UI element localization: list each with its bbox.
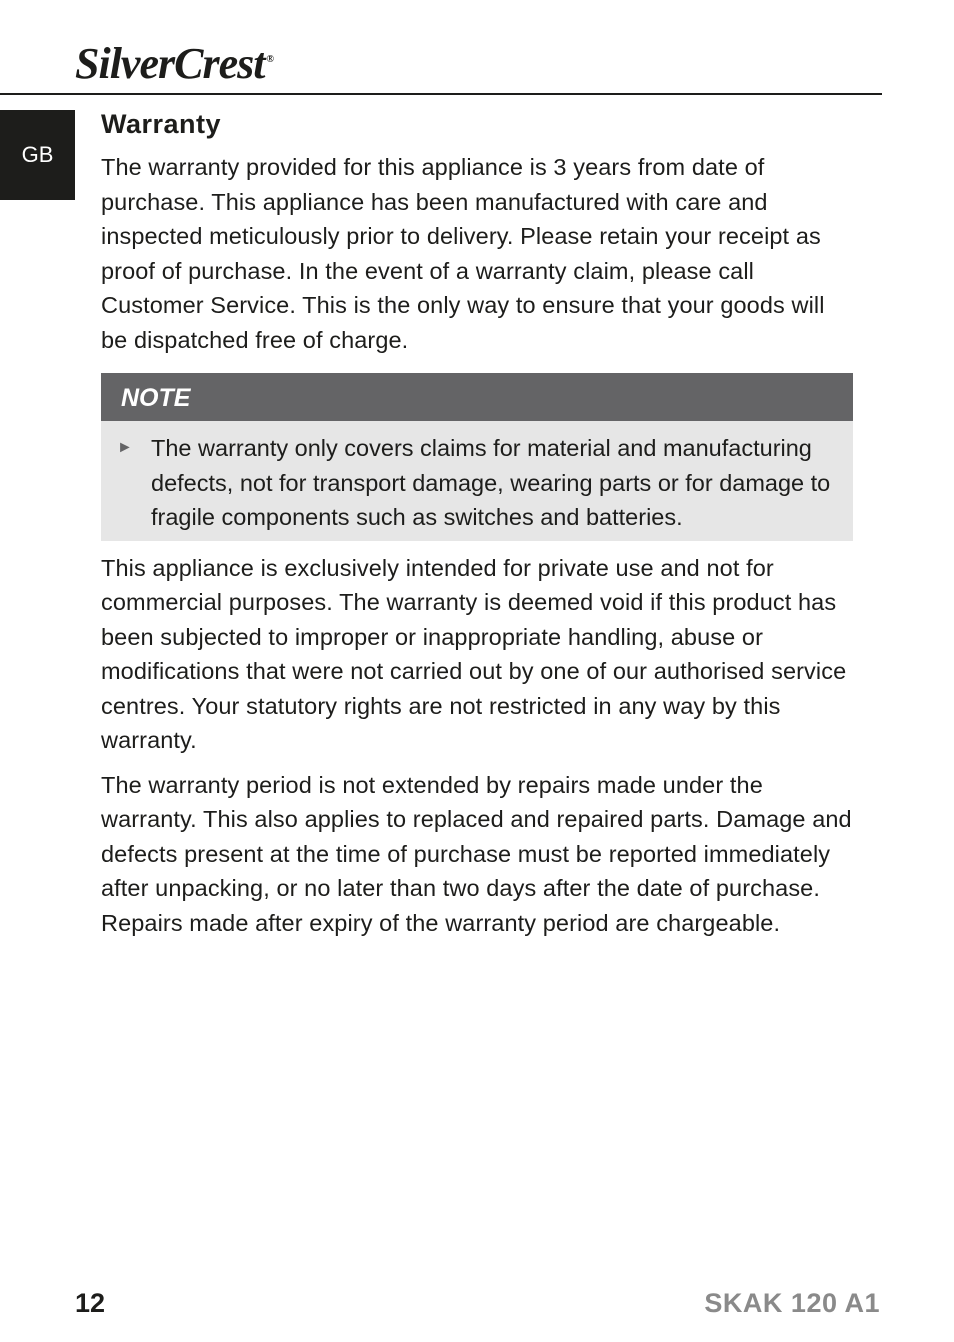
model-number: SKAK 120 A1 — [704, 1288, 880, 1318]
brand-logo — [75, 39, 273, 88]
brand-name: SilverCrest — [75, 39, 265, 88]
warranty-paragraph-1: The warranty provided for this appliance is 3 years from date of purchase. This appliance has been manufactured with care and inspected meticulously prior to delivery. Please retain your receipt as proof of purchase. In the event of a warranty claim, please call Customer Service. This is the only way to ensure that your goods will be dispatched free of charge. — [101, 154, 825, 353]
registered-mark: ® — [266, 54, 273, 66]
header-divider — [0, 93, 882, 95]
page-number: 12 — [75, 1288, 106, 1318]
warranty-period-paragraph: The warranty period is not extended by repairs made under the warranty. This also applies to replaced and repaired parts. Damage and defects present at the time of purchase must be reported immediately after unpacking, or no later than two days after the date of purchase. Repairs made after expiry of the warranty period are chargeable. — [101, 771, 852, 936]
language-code: GB — [21, 142, 54, 167]
note-text: The warranty only covers claims for material and manufacturing defects, not for transport damage, wearing parts or for damage to fragile components such as switches and batteries. — [151, 435, 831, 531]
triangle-right-icon: ► — [117, 439, 133, 457]
main-content — [101, 108, 853, 950]
usage-paragraph: This appliance is exclusively intended for private use and not for commercial purposes. The warranty is deemed void if this product has been subjected to improper or inappropriate handling, abuse or modifications that were not carried out by one of our authorised service centres. Your statutory rights are not restricted in any way by this warranty. — [101, 554, 847, 754]
note-header: NOTE — [101, 373, 853, 421]
language-tab — [0, 110, 75, 200]
note-body — [101, 421, 853, 541]
section-title: Warranty — [101, 109, 222, 139]
note-box — [101, 373, 853, 541]
